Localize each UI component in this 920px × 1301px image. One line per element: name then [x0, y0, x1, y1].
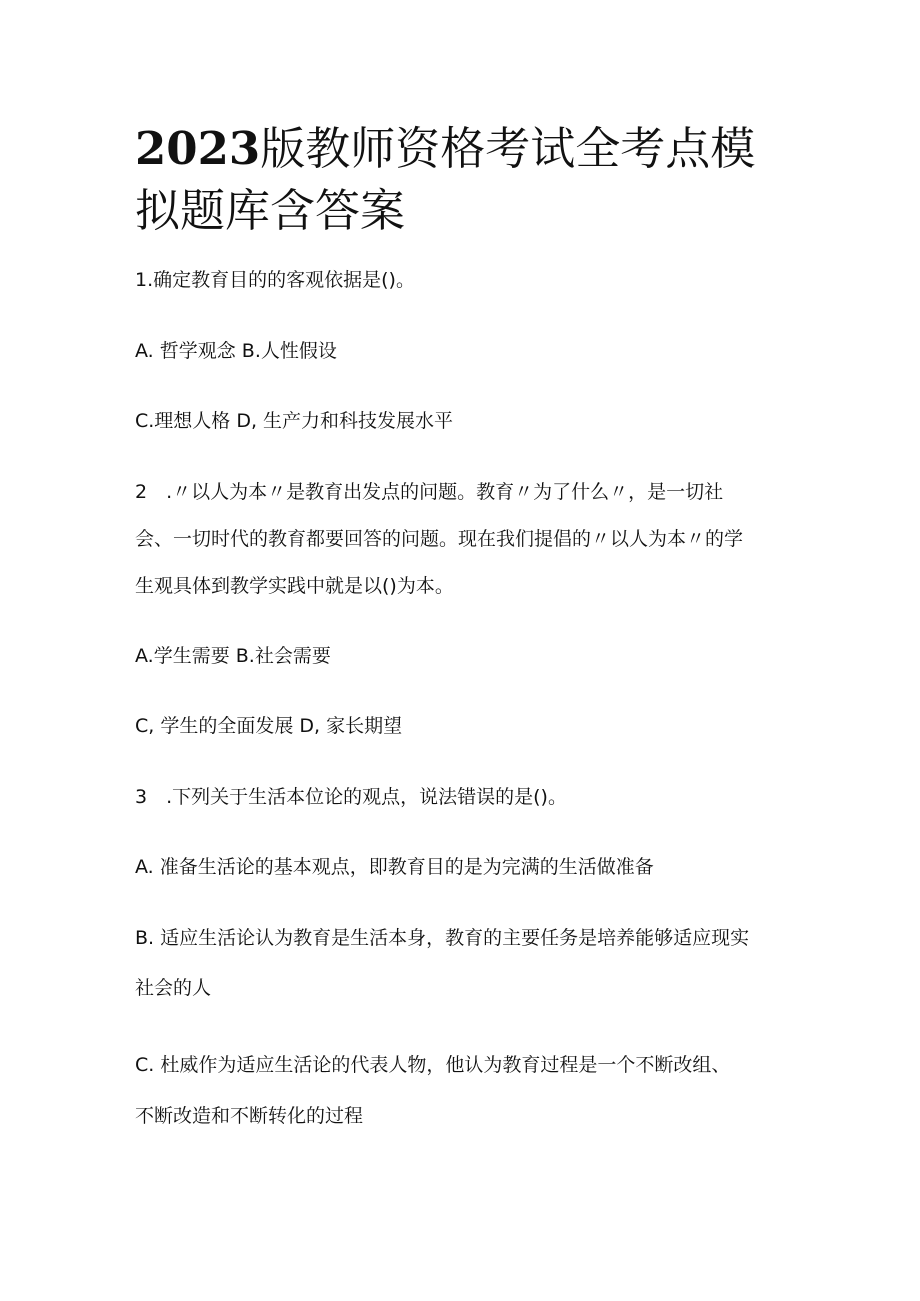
document-title [135, 118, 795, 242]
question-3-option-c-line-2: 不断改造和不断转化的过程 [135, 1105, 364, 1127]
title-year: 2023 [135, 122, 261, 175]
question-3-option-b-line-1: B. 适应生活论认为教育是生活本身，教育的主要任务是培养能够适应现实 [135, 927, 750, 949]
question-2-options-cd: C, 学生的全面发展 D, 家长期望 [135, 715, 403, 737]
title-text: 版教师资格考试全考点模拟题库含答案 [135, 122, 756, 237]
question-1-options-ab: A. 哲学观念 B.人性假设 [135, 340, 337, 362]
question-2-options-ab: A.学生需要 B.社会需要 [135, 645, 331, 667]
question-3-option-a: A. 准备生活论的基本观点，即教育目的是为完满的生活做准备 [135, 856, 654, 878]
question-2-stem-line-3: 生观具体到教学实践中就是以()为本。 [135, 575, 454, 597]
question-3-option-b-line-2: 社会的人 [135, 977, 212, 999]
question-2-stem-line-2: 会、一切时代的教育都要回答的问题。现在我们提倡的〃以人为本〃的学 [135, 528, 744, 550]
question-1-options-cd: C.理想人格 D, 生产力和科技发展水平 [135, 410, 454, 432]
question-3-stem: 3 .下列关于生活本位论的观点，说法错误的是()。 [135, 786, 567, 808]
question-1-stem: 1.确定教育目的的客观依据是()。 [135, 269, 415, 291]
question-2-stem-line-1: 2 .〃以人为本〃是教育出发点的问题。教育〃为了什么〃，是一切社 [135, 481, 724, 503]
question-3-option-c-line-1: C. 杜威作为适应生活论的代表人物，他认为教育过程是一个不断改组、 [135, 1054, 731, 1076]
